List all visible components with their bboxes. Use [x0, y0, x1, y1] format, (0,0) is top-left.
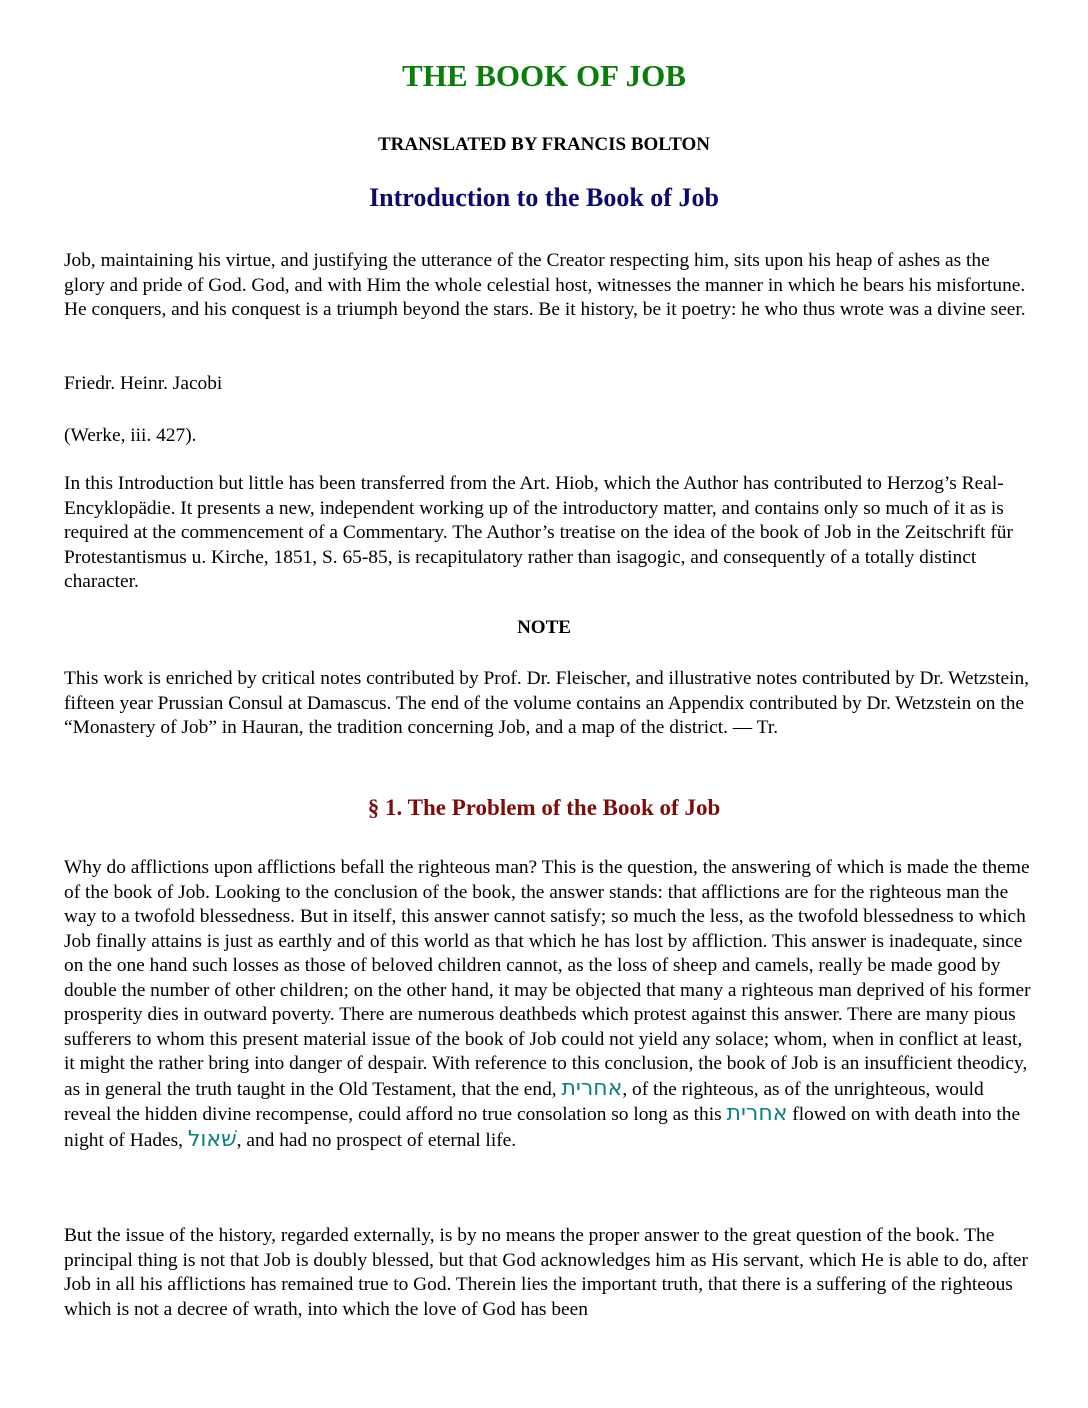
- book-title: THE BOOK OF JOB: [402, 58, 686, 93]
- note-heading: NOTE: [517, 617, 571, 638]
- translator-line: TRANSLATED BY FRANCIS BOLTON: [377, 134, 711, 155]
- epigraph-source: (Werke, iii. 427).: [64, 425, 197, 446]
- section-1-text-b: , of the righteous, as of the unrighteous, would reveal the hidden divine recompense, could afford no true consolation so long as this: [64, 1078, 984, 1125]
- introduction-paragraph: In this Introduction but little has been transferred from the Art. Hiob, which the Author has contributed to Herzog’s Real-Encyklopädie. It presents a new, independent working up of the introductory matter, and contains only so much of it as is required at the commencement of a Commentary. The Author’s treatise on the idea of the book of Job in the Zeitschrift für Protestantismus u. Kirche, 1851, S. 65-85, is recapitulatory rather than isagogic, and consequently of a totally distinct character.: [64, 473, 1013, 592]
- hebrew-acharith: אחרית: [561, 1075, 623, 1101]
- section-1-heading: § 1. The Problem of the Book of Job: [367, 795, 721, 820]
- section-1-paragraph-2: But the issue of the history, regarded externally, is by no means the proper answer to the great question of the book. The principal thing is not that Job is doubly blessed, but that God acknowledges him as His servant, which He is able to do, after Job in all his afflictions has remained true to God. Therein lies the important truth, that there is a suffering of the righteous which is not a decree of wrath, into which the love of God has been: [64, 1225, 1028, 1320]
- section-1-text-a: Why do afflictions upon afflictions befall the righteous man? This is the question, the answering of which is made the theme of the book of Job. Looking to the conclusion of the book, the answer stands: that afflictions are for the righteous man the way to a twofold blessedness. But in itself, this answer cannot satisfy; so much the less, as the twofold blessedness to which Job finally attains is just as earthly and of this world as that which he has lost by affliction. This answer is inadequate, since on the one hand such losses as those of beloved children cannot, as the loss of sheep and camels, really be made good by double the number of other children; on the other hand, it may be objected that many a righteous man deprived of his former prosperity dies in outward poverty. There are numerous deathbeds which protest against this answer. There are many pious sufferers to whom this present material issue of the book of Job could not yield any solace; whom, when in conflict at least, it might the rather bring into danger of despair. With reference to this conclusion, the book of Job is an insufficient theodicy, as in general the truth taught in the Old Testament, that the end,: [64, 857, 1031, 1100]
- epigraph-author: Friedr. Heinr. Jacobi: [64, 373, 223, 394]
- introduction-heading: Introduction to the Book of Job: [369, 183, 719, 212]
- section-1-text-c: flowed on with death into the night of Hades,: [64, 1104, 1021, 1151]
- note-paragraph: This work is enriched by critical notes contributed by Prof. Dr. Fleischer, and illustrative notes contributed by Dr. Wetzstein, fifteen year Prussian Consul at Damascus. The end of the volume contains an Appendix contributed by Dr. Wetzstein on the “Monastery of Job” in Hauran, the tradition concerning Job, and a map of the district. — Tr.: [64, 668, 1030, 738]
- hebrew-acharith-2: אחרית: [726, 1101, 788, 1126]
- epigraph-text: Job, maintaining his virtue, and justifying the utterance of the Creator respecting him, sits upon his heap of ashes as the glory and pride of God. God, and with Him the whole celestial host, witnesses the manner in which he bears his misfortune. He conquers, and his conquest is a triumph beyond the stars. Be it history, be it poetry: he who thus wrote was a divine seer.: [64, 250, 1026, 320]
- section-1-paragraph-1: [64, 856, 1032, 1153]
- hebrew-sheol: שׁאול: [187, 1126, 237, 1152]
- section-1-text-d: , and had no prospect of eternal life.: [236, 1129, 517, 1151]
